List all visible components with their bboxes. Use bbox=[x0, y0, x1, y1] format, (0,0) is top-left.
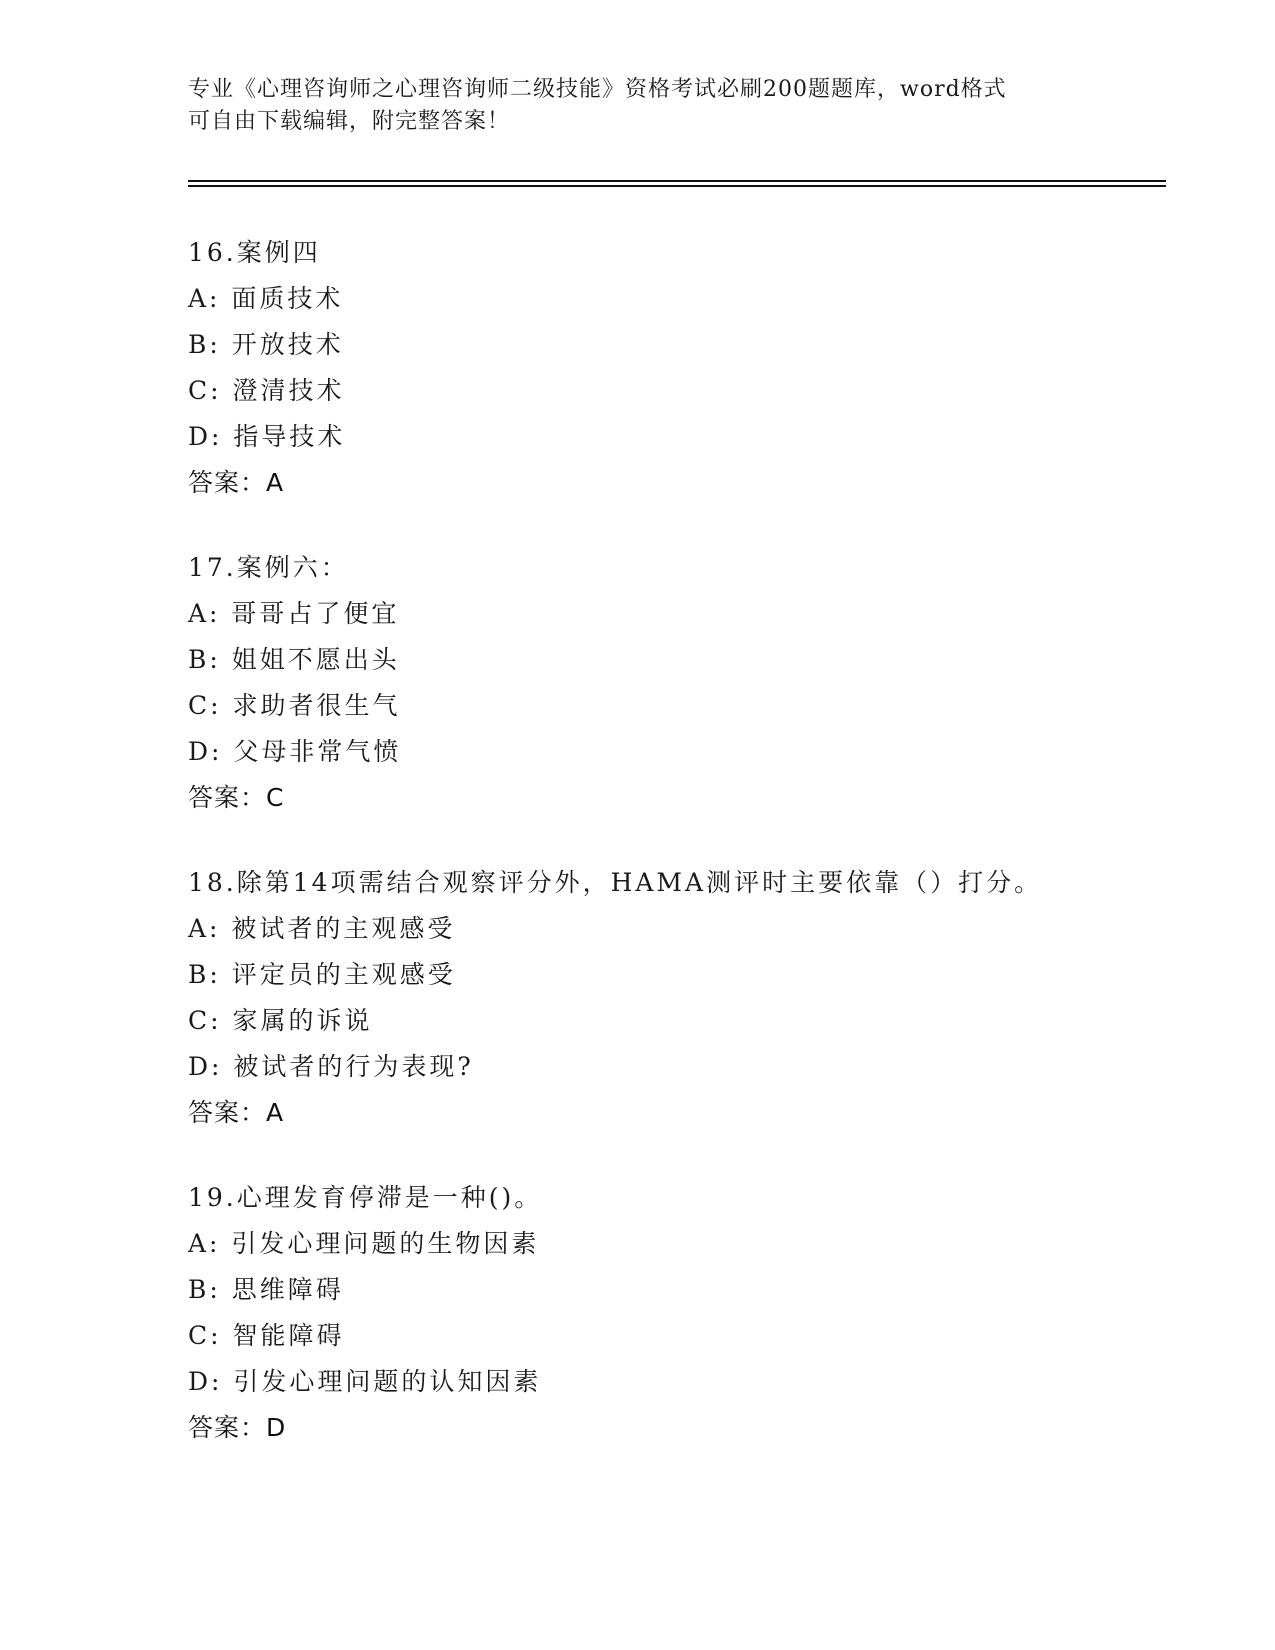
question-stem: 19.心理发育停滞是一种()。 bbox=[188, 1183, 543, 1212]
question-stem: 16.案例四 bbox=[188, 238, 321, 267]
option-c: C: 智能障碍 bbox=[188, 1321, 345, 1350]
header-divider-bottom bbox=[188, 185, 1166, 187]
question-stem: 18.除第14项需结合观察评分外，HAMA测评时主要依靠（）打分。 bbox=[188, 868, 1043, 897]
document-header bbox=[188, 74, 1088, 138]
answer-line: 答案：A bbox=[188, 1098, 285, 1127]
option-a: A: 引发心理问题的生物因素 bbox=[188, 1229, 540, 1258]
header-line-1: 专业《心理咨询师之心理咨询师二级技能》资格考试必刷200题题库，word格式 bbox=[188, 77, 1007, 102]
option-d: D: 父母非常气愤 bbox=[188, 737, 402, 766]
option-a: A: 被试者的主观感受 bbox=[188, 914, 456, 943]
question-block-19 bbox=[188, 1175, 1148, 1451]
question-block-18 bbox=[188, 860, 1148, 1136]
option-c: C: 求助者很生气 bbox=[188, 691, 401, 720]
question-block-17 bbox=[188, 545, 1148, 821]
option-b: B: 评定员的主观感受 bbox=[188, 960, 456, 989]
question-stem: 17.案例六： bbox=[188, 553, 349, 582]
option-c: C: 家属的诉说 bbox=[188, 1006, 373, 1035]
answer-line: 答案：C bbox=[188, 783, 285, 812]
option-b: B: 姐姐不愿出头 bbox=[188, 645, 400, 674]
option-b: B: 开放技术 bbox=[188, 330, 344, 359]
option-d: D: 指导技术 bbox=[188, 422, 346, 451]
option-c: C: 澄清技术 bbox=[188, 376, 345, 405]
option-a: A: 哥哥占了便宜 bbox=[188, 599, 400, 628]
question-block-16 bbox=[188, 230, 1148, 506]
option-d: D: 引发心理问题的认知因素 bbox=[188, 1367, 542, 1396]
header-line-2: 可自由下载编辑，附完整答案！ bbox=[188, 109, 511, 134]
option-d: D: 被试者的行为表现? bbox=[188, 1052, 474, 1081]
header-divider-top bbox=[188, 180, 1166, 182]
option-a: A: 面质技术 bbox=[188, 284, 344, 313]
answer-line: 答案：A bbox=[188, 468, 285, 497]
option-b: B: 思维障碍 bbox=[188, 1275, 344, 1304]
answer-line: 答案：D bbox=[188, 1413, 287, 1442]
